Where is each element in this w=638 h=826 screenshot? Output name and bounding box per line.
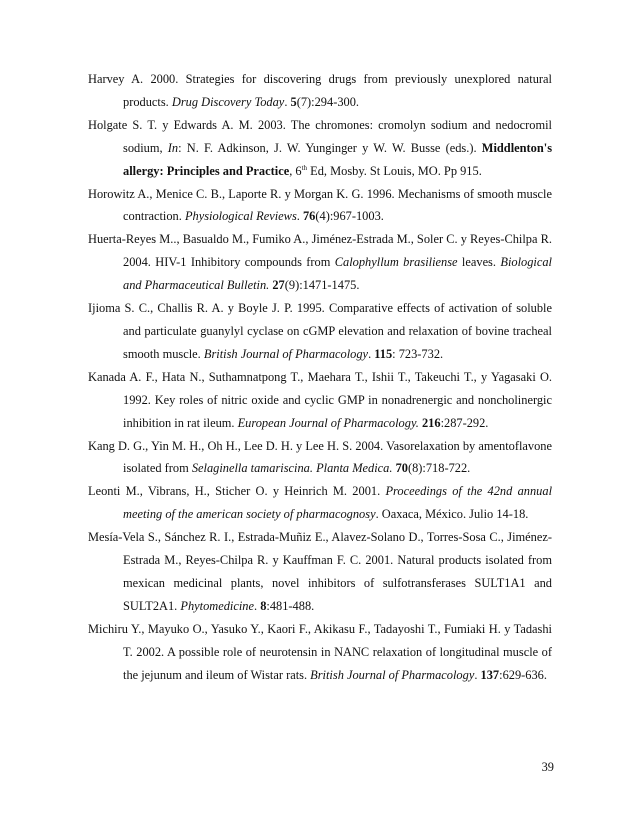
reference-entry	[88, 435, 552, 481]
superscript-text: th	[301, 163, 308, 172]
text-run: Huerta-Reyes M.., Basualdo M., Fumiko A., Jiménez-Estrada M., Soler C. y Reyes-Chilpa R. 2004. HIV-1 Inhibitory compounds from	[88, 232, 552, 270]
reference-entry	[88, 618, 552, 687]
italic-text: Physiological Reviews	[184, 209, 297, 224]
bold-text: 76	[302, 209, 316, 224]
italic-text: British Journal of Pharmacology	[203, 346, 369, 361]
italic-text: European Journal of Pharmacology.	[237, 415, 419, 430]
italic-text: Biological and Pharmaceutical Bulletin.	[123, 255, 552, 293]
text-run: Kang D. G., Yin M. H., Oh H., Lee D. H. y Lee H. S. 2004. Vasorelaxation by amentoflavone isolated from	[88, 438, 552, 476]
text-run: leaves.	[457, 255, 501, 270]
reference-entry	[88, 68, 552, 114]
text-run: Leonti M., Vibrans, H., Sticher O. y Heinrich M. 2001.	[88, 484, 386, 499]
text-run: Michiru Y., Mayuko O., Yasuko Y., Kaori F., Akikasu F., Tadayoshi T., Fumiaki H. y Tadashi T. 2002. A possible role of neurotensin in NANC relaxation of longitudinal muscle of the jejunum and ileum of Wistar rats.	[88, 621, 552, 682]
reference-entry	[88, 366, 552, 435]
italic-text: British Journal of Pharmacology	[310, 667, 475, 682]
text-run: .	[368, 346, 375, 361]
text-run: .	[254, 598, 261, 613]
text-run: :481-488.	[266, 598, 315, 613]
text-run: Kanada A. F., Hata N., Suthamnatpong T., Maehara T., Ishii T., Takeuchi T., y Yagasaki O. 1992. Key roles of nitric oxide and cyclic GMP in nonadrenergic and noncholinergic inhibition in rat ileum.	[88, 369, 552, 430]
reference-entry	[88, 228, 552, 297]
bold-text: Middlenton's allergy: Principles and Practice	[123, 140, 553, 178]
text-run: (4):967-1003.	[315, 209, 384, 224]
text-run: .	[296, 209, 303, 224]
reference-entry	[88, 480, 552, 526]
italic-text: Selaginella tamariscina. Planta Medica.	[191, 461, 393, 476]
text-run: : N. F. Adkinson, J. W. Yunginger y W. W. Busse (eds.).	[178, 140, 482, 155]
bold-text: 137	[480, 667, 500, 682]
text-run: .	[474, 667, 481, 682]
italic-text: Proceedings of the 42nd annual meeting of the american society of pharmacognosy	[123, 484, 553, 522]
reference-entry	[88, 526, 552, 618]
reference-entry	[88, 114, 552, 183]
text-run: Horowitz A., Menice C. B., Laporte R. y Morgan K. G. 1996. Mechanisms of smooth muscle contraction.	[88, 186, 552, 224]
text-run: :629-636.	[499, 667, 547, 682]
bold-text: 27	[272, 278, 285, 293]
reference-entry	[88, 183, 552, 229]
text-run: Ed, Mosby. St Louis, MO. Pp 915.	[307, 163, 482, 178]
italic-text: Phytomedicine	[180, 598, 254, 613]
text-run: (8):718-722.	[407, 461, 471, 476]
text-run: :287-292.	[440, 415, 489, 430]
text-run: Mesía-Vela S., Sánchez R. I., Estrada-Muñiz E., Alavez-Solano D., Torres-Sosa C., Jiménez-Estrada M., Reyes-Chilpa R. y Kauffman F. C. 2001. Natural products isolated from mexican medicinal plants, novel inhibitors of sulfotransferases SULT1A1 and SULT2A1.	[88, 530, 552, 613]
text-run: (7):294-300.	[296, 94, 360, 109]
italic-text: In	[167, 140, 179, 155]
reference-entry	[88, 297, 552, 366]
bold-text: 70	[395, 461, 408, 476]
bold-text: 216	[421, 415, 441, 430]
bold-text: 5	[290, 94, 297, 109]
italic-text: Drug Discovery Today	[171, 94, 285, 109]
text-run: . Oaxaca, México. Julio 14-18.	[375, 507, 529, 522]
page-number: 39	[541, 760, 554, 774]
text-run: , 6	[289, 163, 302, 178]
text-run: Holgate S. T. y Edwards A. M. 2003. The chromones: cromolyn sodium and nedocromil sodium,	[88, 117, 552, 155]
bold-text: 8	[260, 598, 267, 613]
italic-text: Calophyllum brasiliense	[334, 255, 458, 270]
reference-list	[88, 68, 552, 686]
text-run: .	[284, 94, 291, 109]
text-run: Ijioma S. C., Challis R. A. y Boyle J. P. 1995. Comparative effects of activation of soluble and particulate guanylyl cyclase on cGMP elevation and relaxation of bovine tracheal smooth muscle.	[88, 301, 552, 361]
text-run: : 723-732.	[392, 346, 444, 361]
text-run: (9):1471-1475.	[284, 278, 360, 293]
bold-text: 115	[374, 346, 393, 361]
text-run: Harvey A. 2000. Strategies for discovering drugs from previously unexplored natural products.	[88, 72, 552, 109]
